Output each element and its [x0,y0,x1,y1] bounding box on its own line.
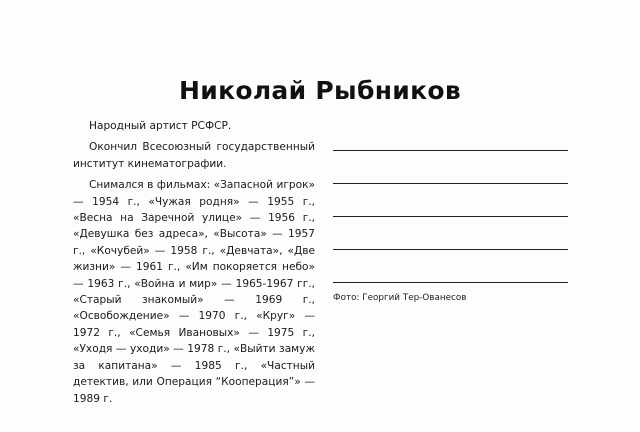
address-line [333,249,568,250]
address-line [333,282,568,283]
bio-education: Окончил Всесоюзный государственный институт кинематографии. [73,141,315,170]
address-line [333,183,568,184]
address-lines [333,150,568,315]
photo-credit: Фото: Георгий Тер-Ованесов [333,293,467,303]
bio-filmography: Снимался в фильмах: «Запасной игрок» — 1954 г., «Чужая родня» — 1955 г., «Весна на Заречной улице» — 1956 г., «Девушка без адреса», «Высота» — 1957 г., «Кочубей» — 1958 г., «Девчата», «Две жизни» — 1961 г., «Им покоряется небо» — 1963 г., «Война и мир» — 1965-1967 гг., «Старый знакомый» — 1969 г., «Освобождение» — 1970 г., «Круг» — 1972 г., «Семья Ивановых» — 1975 г., «Уходя — уходи» — 1978 г., «Выйти замуж за капитана» — 1985 г., «Частный детектив, или Операция “Кооперация”» — 1989 г. [73,179,315,405]
biography [73,118,315,407]
address-line [333,150,568,151]
bio-title-award: Народный артист РСФСР. [89,120,232,132]
page-title: Николай Рыбников [179,76,461,105]
address-line [333,216,568,217]
